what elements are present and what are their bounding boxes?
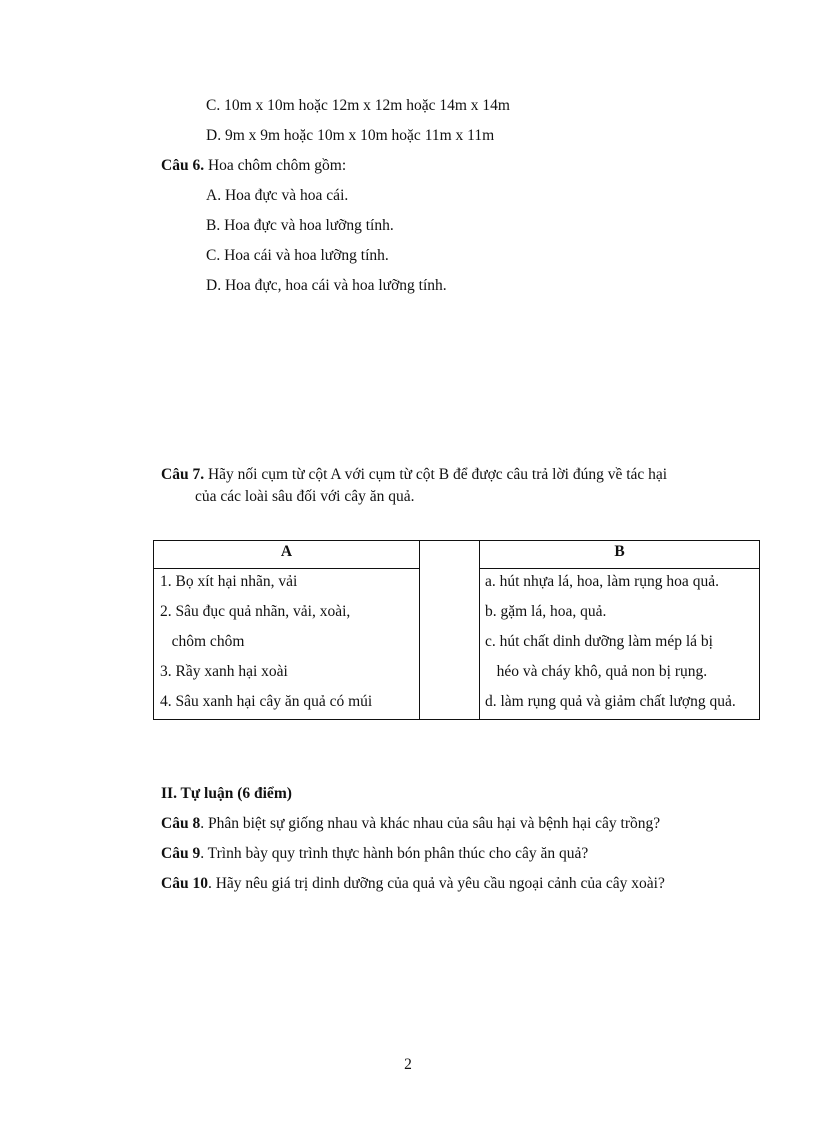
q10-question [161,875,665,893]
q6-label: Câu 6. [161,157,205,174]
q5-option-c: C. 10m x 10m hoặc 12m x 12m hoặc 14m x 14m [206,97,510,114]
q6-option-b: B. Hoa đực và hoa lưỡng tính. [206,217,394,234]
col-a-item-4: 4. Sâu xanh hại cây ăn quả có múi [160,693,373,710]
q9-question [161,845,588,863]
middle-column-box [419,540,480,720]
header-a: A [280,543,293,560]
q7-text-line1: Hãy nối cụm từ cột A với cụm từ cột B để được câu trả lời đúng về tác hại [204,466,668,483]
q10-label: Câu 10 [161,875,208,892]
col-a-item-2: 2. Sâu đục quả nhãn, vải, xoài, [160,603,351,620]
column-b-header-divider [479,568,760,569]
col-a-item-1: 1. Bọ xít hại nhãn, vải [160,573,298,590]
q5-option-d: D. 9m x 9m hoặc 10m x 10m hoặc 11m x 11m [206,127,495,144]
q9-text: . Trình bày quy trình thực hành bón phân thúc cho cây ăn quả? [200,845,589,862]
col-a-item-2-cont: chôm chôm [160,633,245,650]
column-a-header-divider [153,568,420,569]
col-b-item-c-cont: héo và cháy khô, quả non bị rụng. [485,663,708,680]
q7-text-line2: của các loài sâu đối với cây ăn quả. [195,488,415,505]
q6-text: Hoa chôm chôm gồm: [204,157,347,174]
q6-option-a: A. Hoa đực và hoa cái. [206,187,349,204]
col-b-item-a: a. hút nhựa lá, hoa, làm rụng hoa quả. [485,573,719,590]
q9-label: Câu 9 [161,845,201,862]
q6-question [161,157,346,175]
q10-text: . Hãy nêu giá trị dinh dưỡng của quả và yêu cầu ngoại cảnh của cây xoài? [207,875,665,892]
q7-label: Câu 7. [161,466,205,483]
q7-question [161,466,667,484]
q6-option-d: D. Hoa đực, hoa cái và hoa lưỡng tính. [206,277,447,294]
col-b-item-b: b. gặm lá, hoa, quả. [485,603,607,620]
col-b-item-d: d. làm rụng quả và giảm chất lượng quả. [485,693,736,710]
section-2-heading: II. Tự luận (6 điểm) [161,785,292,802]
q8-text: . Phân biệt sự giống nhau và khác nhau của sâu hại và bệnh hại cây trồng? [200,815,661,832]
page-number: 2 [404,1056,412,1073]
header-b: B [614,543,625,560]
matching-table [153,540,760,720]
q8-label: Câu 8 [161,815,201,832]
q6-option-c: C. Hoa cái và hoa lưỡng tính. [206,247,389,264]
col-b-item-c: c. hút chất dinh dưỡng làm mép lá bị [485,633,713,650]
q8-question [161,815,660,833]
col-a-item-3: 3. Rầy xanh hại xoài [160,663,288,680]
